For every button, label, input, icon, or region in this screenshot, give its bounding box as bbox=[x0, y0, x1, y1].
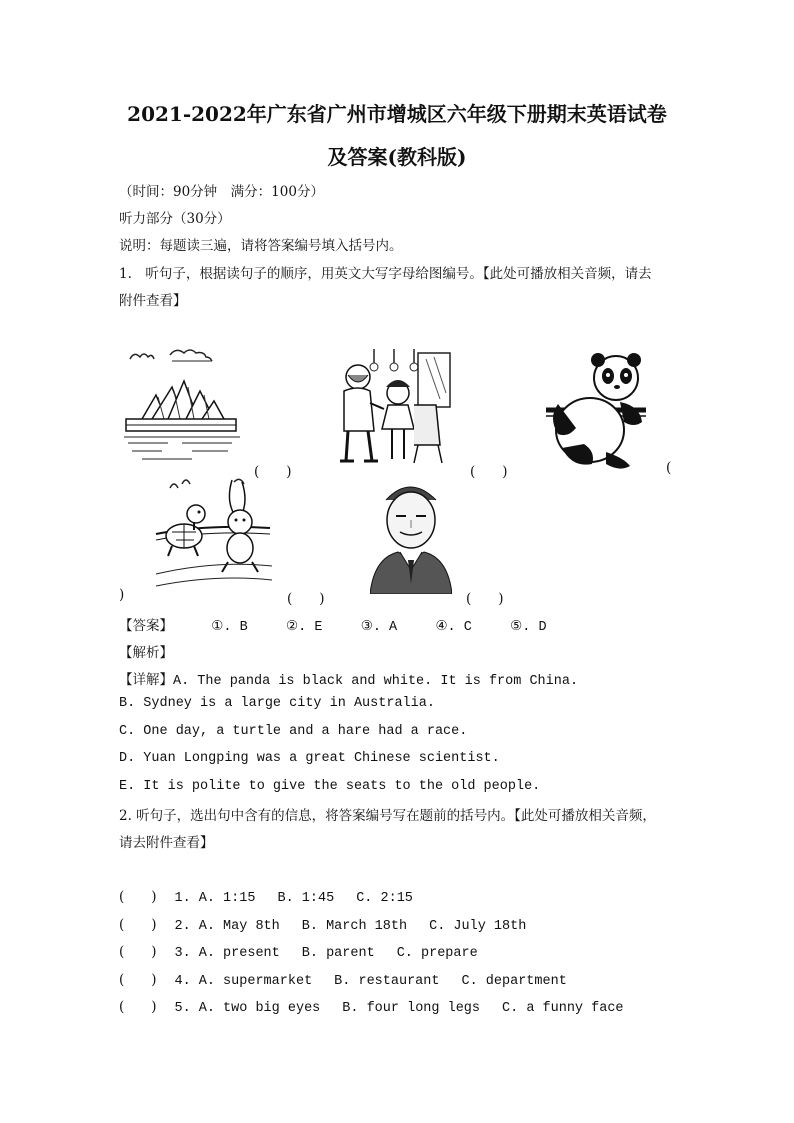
turtle-hare-picture bbox=[154, 474, 272, 594]
option-a: A. 1:15 bbox=[198, 891, 256, 906]
option-b: B. parent bbox=[301, 946, 375, 961]
sydney-opera-house-picture bbox=[122, 347, 242, 469]
q1-paren-picture-2: ( ) bbox=[470, 464, 508, 480]
item-number: 3. bbox=[174, 946, 191, 961]
detail-sentence: A. The panda is black and white. It is from China. bbox=[173, 674, 579, 689]
answer-item: ③. A bbox=[360, 620, 398, 635]
option-c: C. prepare bbox=[396, 946, 478, 961]
panda-picture bbox=[546, 352, 652, 472]
answer-item: ⑤. D bbox=[510, 620, 547, 635]
q2-option-row bbox=[119, 995, 646, 1016]
q1-paren-picture-1: ( ) bbox=[254, 464, 292, 480]
option-a: A. supermarket bbox=[198, 974, 313, 989]
doc-title-line-2: 及答案(教科版) bbox=[327, 145, 467, 169]
item-number: 2. bbox=[174, 919, 191, 934]
item-number: 5. bbox=[174, 1001, 191, 1016]
q1-paren-picture-3-close: ) bbox=[119, 587, 125, 603]
option-c: C. 2:15 bbox=[356, 891, 413, 906]
q1-paren-picture-5: ( ) bbox=[466, 591, 504, 607]
option-b: B. 1:45 bbox=[277, 891, 335, 906]
answer-paren: ( ) bbox=[119, 999, 157, 1015]
detail-sentence: B. Sydney is a large city in Australia. bbox=[119, 696, 435, 711]
option-b: B. March 18th bbox=[301, 919, 408, 934]
item-number: 4. bbox=[174, 974, 191, 989]
detail-sentence: C. One day, a turtle and a hare had a race. bbox=[119, 724, 468, 739]
answer-paren: ( ) bbox=[119, 972, 157, 988]
answer-paren: ( ) bbox=[119, 889, 157, 905]
q2-option-row bbox=[119, 885, 435, 906]
q1-paren-picture-3-open: ( bbox=[666, 460, 672, 476]
answer-item: ②. E bbox=[286, 620, 323, 635]
q1-paren-picture-4: ( ) bbox=[287, 591, 325, 607]
option-a: A. May 8th bbox=[198, 919, 280, 934]
option-a: A. two big eyes bbox=[198, 1001, 321, 1016]
q1-prompt-line-1: 1. 听句子，根据读句子的顺序，用英文大写字母给图编号。【此处可播放相关音频，请去 bbox=[119, 266, 652, 282]
option-c: C. July 18th bbox=[429, 919, 527, 934]
detail-sentence: D. Yuan Longping was a great Chinese scientist. bbox=[119, 751, 500, 766]
q2-option-row bbox=[119, 940, 500, 961]
option-c: C. department bbox=[461, 974, 567, 989]
answer-paren: ( ) bbox=[119, 944, 157, 960]
answer-item: ④. C bbox=[435, 620, 472, 635]
option-b: B. restaurant bbox=[334, 974, 440, 989]
answer-item: ①. B bbox=[211, 620, 248, 635]
scientist-portrait-picture bbox=[370, 480, 452, 594]
option-c: C. a funny face bbox=[502, 1001, 624, 1016]
q2-prompt-line-2: 请去附件查看】 bbox=[119, 835, 214, 851]
option-a: A. present bbox=[198, 946, 280, 961]
q1-prompt-line-2: 附件查看】 bbox=[119, 293, 187, 309]
instructions: 说明：每题读三遍，请将答案编号填入括号内。 bbox=[119, 238, 403, 254]
q2-option-row bbox=[119, 913, 548, 934]
doc-title-line-1: 2021-2022年广东省广州市增城区六年级下册期末英语试卷 bbox=[127, 102, 667, 126]
detail-row-a bbox=[119, 668, 578, 689]
q1-answer-row bbox=[119, 614, 581, 635]
detail-sentence: E. It is polite to give the seats to the old people. bbox=[119, 779, 541, 794]
q2-option-row bbox=[119, 968, 589, 989]
option-b: B. four long legs bbox=[342, 1001, 481, 1016]
item-number: 1. bbox=[174, 891, 191, 906]
exam-info: （时间：90分钟 满分：100分） bbox=[119, 184, 324, 200]
answer-label: 【答案】 bbox=[119, 618, 173, 634]
section-title: 听力部分（30分） bbox=[119, 211, 231, 227]
answer-paren: ( ) bbox=[119, 917, 157, 933]
bus-seat-picture bbox=[334, 347, 452, 469]
detail-label: 【详解】 bbox=[119, 672, 173, 688]
analysis-label: 【解析】 bbox=[119, 645, 173, 661]
q2-prompt-line-1: 2. 听句子，选出句中含有的信息，将答案编号写在题前的括号内。【此处可播放相关音频， bbox=[119, 808, 656, 824]
